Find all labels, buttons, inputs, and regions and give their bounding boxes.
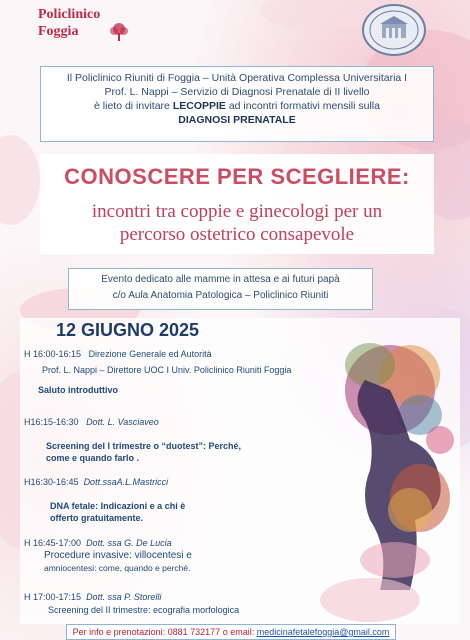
subtitle-line1: incontri tra coppie e ginecologi per un [91,201,383,222]
schedule-speaker: Dott.ssaA.L.Mastricci [83,477,169,487]
schedule-speaker: Direzione Generale ed Autorità [88,349,212,359]
event-date: 12 GIUGNO 2025 [56,320,200,340]
schedule-item-4 [24,537,344,549]
schedule-item-5-topic: Screening del II trimestre: ecografia morfologica [48,605,240,615]
schedule-item-2-topic [46,440,241,464]
schedule-speaker: Dott. ssa G. De Lucia [86,538,172,548]
intro-line1: Il Policlinico Riuniti di Foggia – Unità Operativa Complessa Universitaria I [66,72,408,84]
event-line1: Evento dedicato alle mamme in attesa e ai futuri papà [101,274,340,285]
schedule-time: H 16:45-17:00 [24,538,82,548]
schedule-item-3 [24,476,344,488]
schedule-time: H16:15-16:30 [24,417,79,427]
schedule-speaker: Dott. L. Vasciaveo [86,417,159,427]
intro-line2: Prof. L. Nappi – Servizio di Diagnosi Prenatale di II livello [104,86,370,98]
topic-line1: DNA fetale: Indicazioni e a chi è [50,501,186,511]
event-box [68,268,373,310]
university-seal [362,4,426,56]
schedule-speaker: Dott. ssa P. Storelli [86,592,162,602]
topic-line2: offerto gratuitamente. [50,513,144,523]
schedule-item-1 [24,348,344,360]
logo-line2: Foggia [38,24,79,39]
page-title: CONOSCERE PER SCEGLIERE: [64,164,410,189]
topic-line2: amniocentesi: come, quando e perché. [44,563,191,573]
schedule-time: H 17:00-17:15 [24,592,82,602]
topic-line2: come e quando farlo . [46,453,140,463]
intro-line3-pre: è lieto di invitare [94,100,173,112]
intro-box [40,66,434,142]
intro-line3-post: ad incontri formativi mensili sulla [225,100,380,112]
schedule-item-4-topic [44,550,192,574]
tree-icon [108,22,130,42]
contact-footer [66,624,396,640]
schedule-time: H 16:00-16:15 [24,349,82,359]
subtitle-line2: percorso ostetrico consapevole [119,224,355,245]
schedule-item-3-topic [50,500,185,524]
intro-couples: LECOPPIE [172,100,226,112]
schedule-item-5 [24,591,344,603]
schedule-item-1-detail: Prof. L. Nappi – Direttore UOC I Univ. Policlinico Riuniti Foggia [42,365,292,375]
email-link[interactable]: medicinafetalefoggia@gmail.com [256,627,390,637]
page-subtitle [40,200,434,246]
schedule-time: H16:30-16:45 [24,477,79,487]
intro-line3 [41,99,433,113]
schedule-item-2 [24,416,344,428]
intro-line4: DIAGNOSI PRENATALE [178,114,296,126]
schedule-item-1-topic: Saluto introduttivo [38,385,118,395]
event-line2: c/o Aula Anatomia Patologica – Policlinico Riuniti [112,290,329,301]
seal-emblem-icon [364,6,424,54]
footer-text: Per info e prenotazioni: 0881 732177 o email: [72,627,257,637]
logo-line1: Policlinico [38,7,101,22]
policlinico-logo [38,8,133,44]
topic-line1: Procedure invasive: villocentesi e [44,550,192,561]
topic-line1: Screening del I trimestre o “duotest”: Perché, [46,441,242,451]
